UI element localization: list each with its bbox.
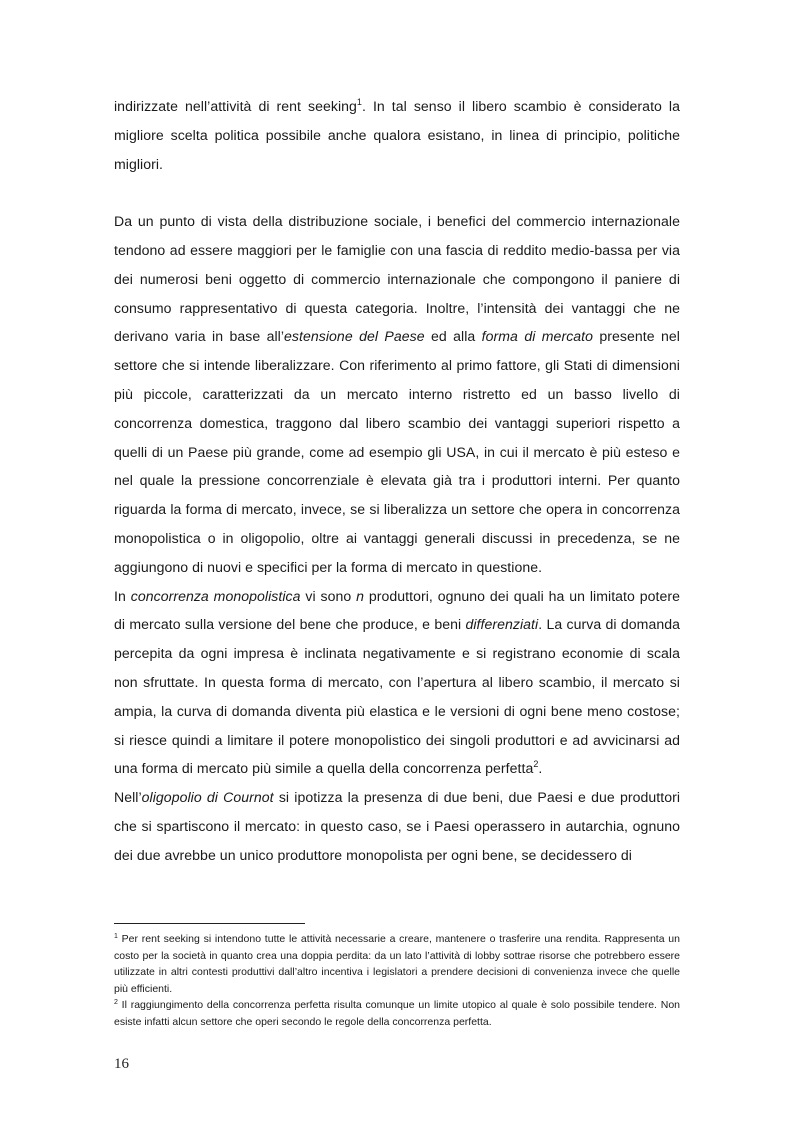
footnote-2-text: Il raggiungimento della concorrenza perfetta risulta comunque un limite utopico al quale è solo possibile tendere. Non esiste infatti alcun settore che operi secondo le regole della concorrenza perfetta. [114,999,680,1028]
paragraph-4-emphasis-1: oligopolio di Cournot [141,789,274,806]
page-number: 16 [114,1056,129,1072]
paragraph-4 [114,783,680,869]
paragraph-2-text-a: Da un punto di vista della distribuzione sociale, i benefici del commercio internazionale tendono ad essere maggiori per le famiglie con una fascia di reddito medio-bassa per via dei numerosi beni oggetto di commercio internazionale che compongono il paniere di consumo rappresentativo di questa categoria. Inoltre, l’intensità dei vantaggi che ne derivano varia in base all’ [114,213,680,345]
footnote-ref-1: 1 [356,97,362,107]
paragraph-3 [114,582,680,784]
paragraph-2-emphasis-2: forma di mercato [481,328,594,345]
body-text [114,92,680,870]
paragraph-2-text-c: presente nel settore che si intende liberalizzare. Con riferimento al primo fattore, gli Stati di dimensioni più piccole, caratterizzati da un mercato interno ristretto ed un basso livello di concorrenza domestica, traggono dal libero scambio dei vantaggi superiori rispetto a quelli di un Paese più grande, come ad esempio gli USA, in cui il mercato è più esteso e nel quale la pressione concorrenziale è elevata già tra i produttori interni. Per quanto riguarda la forma di mercato, invece, se si liberalizza un settore che opera in concorrenza monopolistica o in oligopolio, oltre ai vantaggi generali discussi in precedenza, se ne aggiungono di nuovi e specifici per la forma di mercato in questione. [114,328,680,575]
footnote-1-number: 1 [114,933,118,940]
paragraph-2 [114,207,680,581]
footnotes [114,931,680,1031]
footnote-1 [114,931,680,997]
footnote-ref-2: 2 [533,759,539,770]
paragraph-4-text-b: si ipotizza la presenza di due beni, due Paesi e due produttori che si spartiscono il mercato: in questo caso, se i Paesi operassero in autarchia, ognuno dei due avrebbe un unico produttore monopolista per ogni bene, se decidessero di [114,789,681,863]
paragraph-1 [114,92,680,178]
footnote-1-text: Per rent seeking si intendono tutte le attività necessarie a creare, mantenere o trasferire una rendita. Rappresenta un costo per la società in quanto crea una doppia perdita: da un lato l’attività di lobby sottrae risorse che potrebbero essere utilizzate in altri contesti produttivi dall’altro incentiva i legislatori a prendere decisioni di convenienza invece che quelle più efficienti. [114,933,680,995]
paragraph-2-text-b: ed alla [424,328,482,345]
paragraph-1-text-a: indirizzate nell’attività di rent seeking [114,98,357,114]
paragraph-3-emphasis-3: differenziati [465,616,539,633]
paragraph-3-text-b: vi sono [300,587,357,604]
paragraph-2-emphasis-1: estensione del Paese [284,328,425,345]
paragraph-3-emphasis-1: concorrenza monopolistica [130,587,301,604]
paragraph-3-text-a: In [114,587,131,604]
paragraph-3-text-e: . [538,760,543,777]
paragraph-4-text-a: Nell’ [114,789,142,806]
paragraph-3-text-d: . La curva di domanda percepita da ogni impresa è inclinata negativamente e si registrano economie di scala non sfruttate. In questa forma di mercato, con l’apertura al libero scambio, il mercato si ampia, la curva di domanda diventa più elastica e le versioni di ogni bene meno costose; si riesce quindi a limitare il potere monopolistico dei singoli produttori e ad avvicinarsi ad una forma di mercato più simile a quella della concorrenza perfetta [114,616,680,777]
paragraph-3-emphasis-2: n [356,587,365,604]
paragraph-3-text-c: produttori, ognuno dei quali ha un limitato potere di mercato sulla versione del bene che produce, e beni [114,587,681,633]
paragraph-1-text-b: . In tal senso il libero scambio è considerato la migliore scelta politica possibile anche qualora esistano, in linea di principio, politiche migliori. [114,98,680,172]
footnote-2 [114,997,680,1030]
footnote-separator [114,923,305,924]
footnote-2-number: 2 [114,999,118,1007]
